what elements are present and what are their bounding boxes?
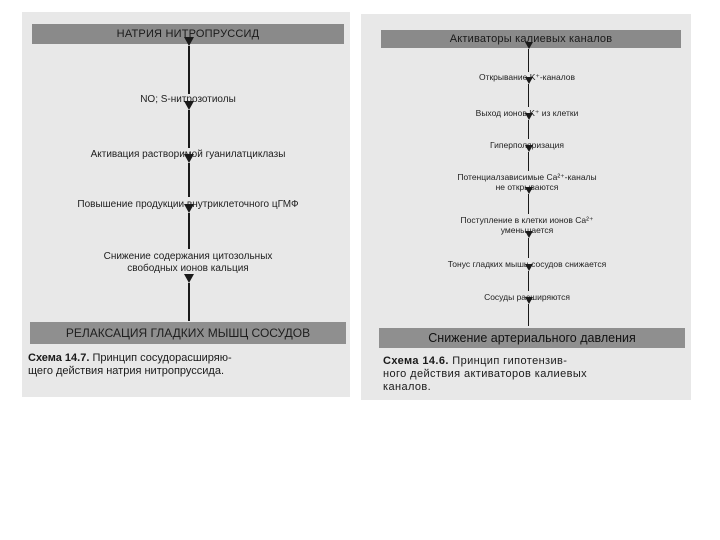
left-footer: РЕЛАКСАЦИЯ ГЛАДКИХ МЫШЦ СОСУДОВ (30, 322, 346, 344)
right-step-3: Гиперполяризация (490, 140, 564, 150)
right-step-2: Выход ионов K⁺ из клетки (475, 108, 579, 118)
right-step-5: Поступление в клетки ионов Ca²⁺ (460, 215, 594, 225)
right-caption-label: Схема 14.6. (383, 355, 449, 367)
right-step-1: Открывание K⁺-каналов (478, 72, 576, 82)
right-step-5b: уменьшается (500, 225, 554, 235)
right-step-6: Тонус гладких мышц сосудов снижается (447, 259, 607, 269)
right-caption-line2: ного действия активаторов калиевых (383, 368, 588, 380)
left-caption-line2: щего действия натрия нитропруссида. (28, 365, 225, 377)
right-caption-line3: каналов. (383, 381, 432, 393)
right-caption-line1: Принцип гипотензив- (452, 355, 568, 367)
left-caption-line1: Принцип сосудорасширяю- (92, 352, 232, 364)
right-header: Активаторы калиевых каналов (381, 30, 681, 48)
left-step-4b: свободных ионов кальция (127, 263, 249, 274)
left-header: НАТРИЯ НИТРОПРУССИД (32, 24, 344, 44)
scheme-14-6-panel (361, 14, 691, 400)
left-caption (28, 352, 348, 378)
right-step-4: Потенциалзависимые Ca²⁺-каналы (457, 172, 597, 182)
left-step-1: NO; S-нитрозотиолы (140, 94, 236, 105)
left-step-4: Снижение содержания цитозольных (103, 251, 273, 262)
right-footer: Снижение артериального давления (379, 328, 685, 348)
left-step-2: Активация растворимой гуанилатциклазы (90, 149, 286, 160)
right-caption (383, 355, 683, 394)
left-caption-label: Схема 14.7. (28, 352, 90, 364)
scheme-14-7-panel (22, 12, 350, 397)
right-step-4b: не открываются (495, 182, 559, 192)
left-step-3: Повышение продукции внутриклеточного цГМФ (77, 199, 299, 210)
right-step-7: Сосуды расширяются (484, 292, 570, 302)
